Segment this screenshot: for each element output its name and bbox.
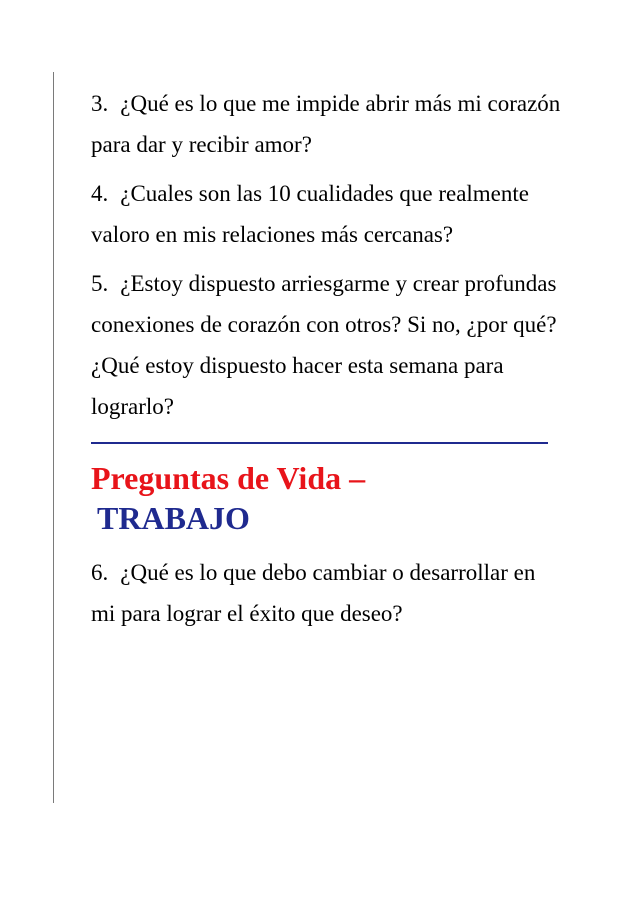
question-5 <box>91 263 561 427</box>
question-number: 3. <box>91 91 109 116</box>
question-number: 4. <box>91 181 109 206</box>
section-separator <box>91 442 548 444</box>
question-text: ¿Qué es lo que me impide abrir más mi corazón para dar y recibir amor? <box>91 91 561 157</box>
question-number: 6. <box>91 560 109 585</box>
page-content <box>91 83 561 642</box>
question-6 <box>91 552 561 634</box>
question-text: ¿Estoy dispuesto arriesgarme y crear profundas conexiones de corazón con otros? Si no, ¿por qué? ¿Qué estoy dispuesto hacer esta semana para lograrlo? <box>91 271 557 419</box>
question-3 <box>91 83 561 165</box>
question-number: 5. <box>91 271 109 296</box>
question-text: ¿Cuales son las 10 cualidades que realmente valoro en mis relaciones más cercanas? <box>91 181 529 247</box>
left-margin-rule <box>53 72 54 803</box>
question-4 <box>91 173 561 255</box>
question-text: ¿Qué es lo que debo cambiar o desarrollar en mi para lograr el éxito que deseo? <box>91 560 536 626</box>
section-heading <box>91 458 561 538</box>
section-title: Preguntas de Vida – <box>91 460 366 496</box>
section-subtitle: TRABAJO <box>97 500 250 536</box>
